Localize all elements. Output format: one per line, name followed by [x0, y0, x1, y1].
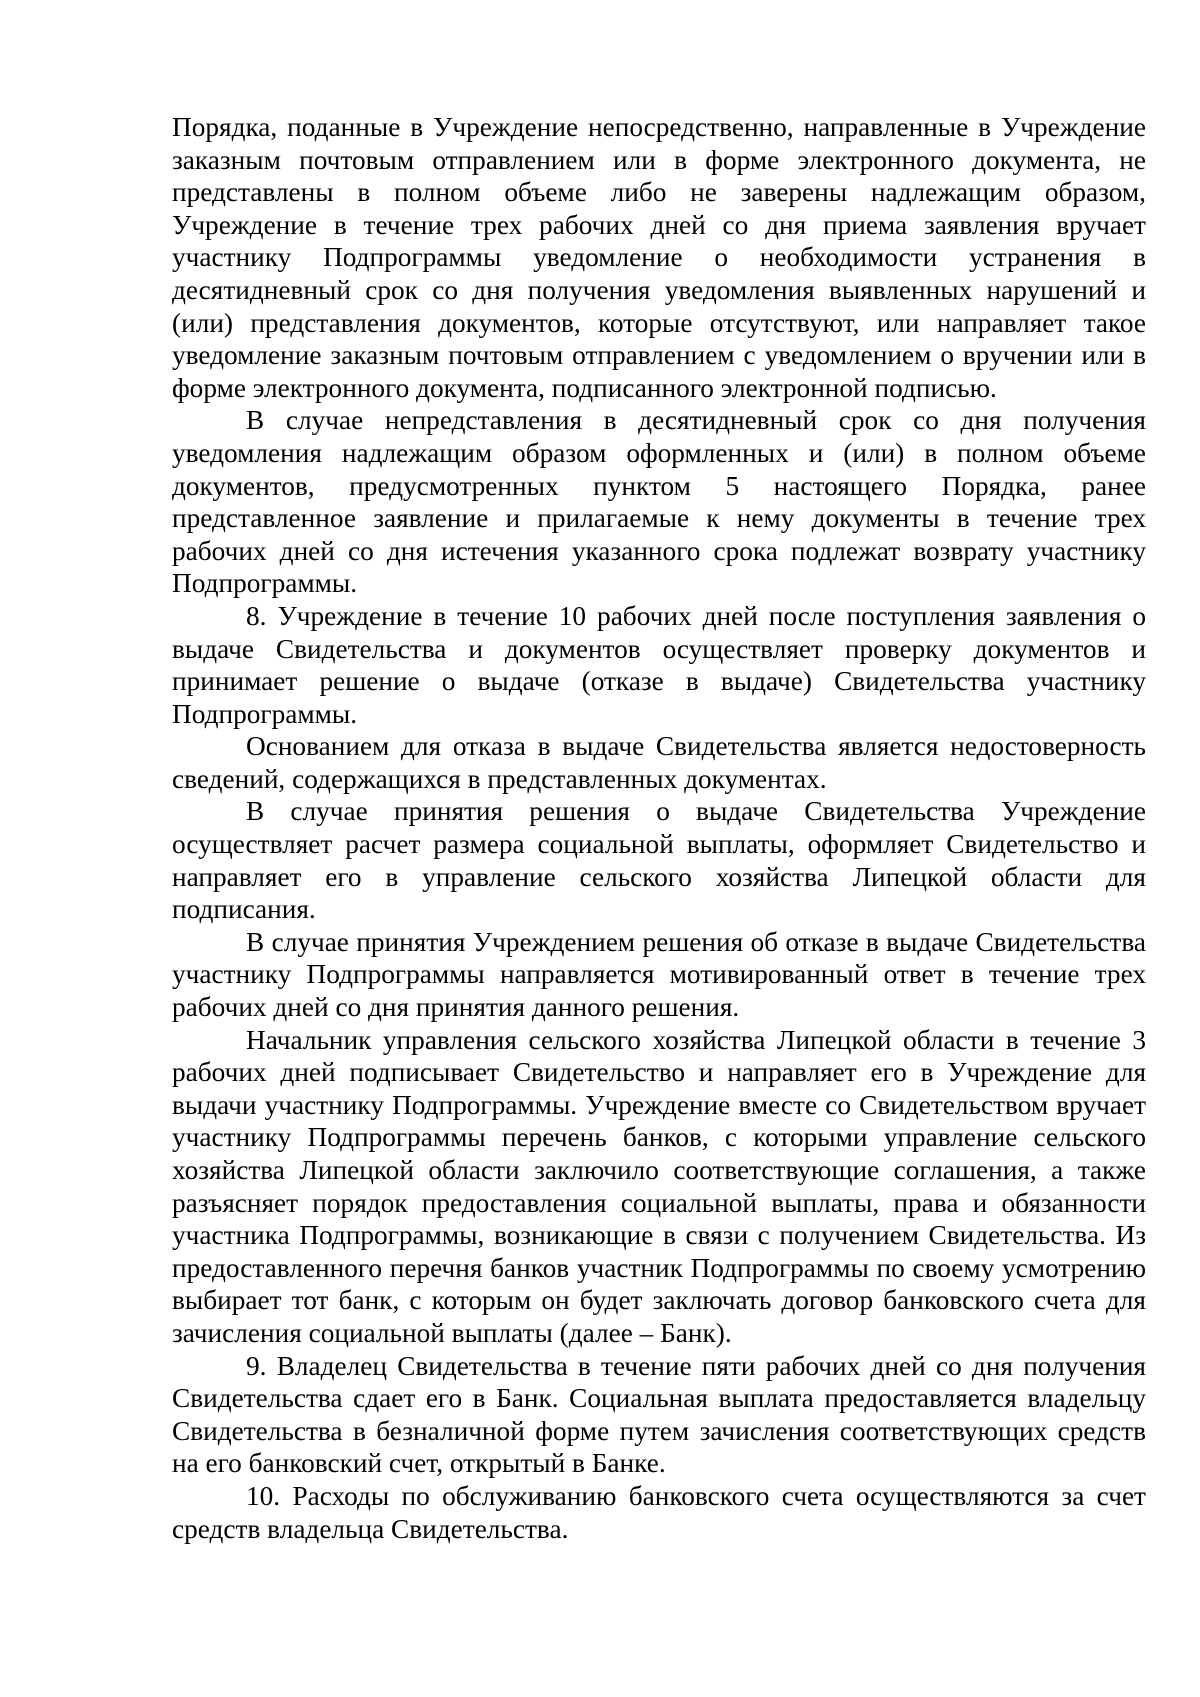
paragraph-clause-9: 9. Владелец Свидетельства в течение пяти рабочих дней со дня получения Свидетельства сдает его в Банк. Социальная выплата предоставляется владельцу Свидетельства в безналичной форме путем зачисления соответствующих средств на его банковский счет, открытый в Банке. — [172, 1350, 1146, 1479]
paragraph-continuation: Порядка, поданные в Учреждение непосредственно, направленные в Учреждение заказным почтовым отправлением или в форме электронного документа, не представлены в полном объеме либо не заверены надлежащим образом, Учреждение в течение трех рабочих дней со дня приема заявления вручает участнику Подпрограммы уведомление о необходимости устранения в десятидневный срок со дня получения уведомления выявленных нарушений и (или) представления документов, которые отсутствуют, или направляет такое уведомление заказным почтовым отправлением с уведомлением о вручении или в форме электронного документа, подписанного электронной подписью. — [172, 112, 1146, 403]
paragraph-clause-10: 10. Расходы по обслуживанию банковского счета осуществляются за счет средств владельца Свидетельства. — [172, 1480, 1146, 1544]
document-body — [172, 111, 1146, 1545]
paragraph-issuance-decision: В случае принятия решения о выдаче Свидетельства Учреждение осуществляет расчет размера социальной выплаты, оформляет Свидетельство и направляет его в управление сельского хозяйства Липецкой области для подписания. — [172, 796, 1146, 925]
paragraph-clause-8: 8. Учреждение в течение 10 рабочих дней после поступления заявления о выдаче Свидетельства и документов осуществляет проверку документов и принимает решение о выдаче (отказе в выдаче) Свидетельства участнику Подпрограммы. — [172, 600, 1146, 729]
paragraph-non-submission: В случае непредставления в десятидневный срок со дня получения уведомления надлежащим образом оформленных и (или) в полном объеме документов, предусмотренных пунктом 5 настоящего Порядка, ранее представленное заявление и прилагаемые к нему документы в течение трех рабочих дней со дня истечения указанного срока подлежат возврату участнику Подпрограммы. — [172, 405, 1146, 599]
paragraph-head-signature: Начальник управления сельского хозяйства Липецкой области в течение 3 рабочих дней подписывает Свидетельство и направляет его в Учреждение для выдачи участнику Подпрограммы. Учреждение вместе со Свидетельством вручает участнику Подпрограммы перечень банков, с которыми управление сельского хозяйства Липецкой области заключило соответствующие соглашения, а также разъясняет порядок предоставления социальной выплаты, права и обязанности участника Подпрограммы, возникающие в связи с получением Свидетельства. Из предоставленного перечня банков участник Подпрограммы по своему усмотрению выбирает тот банк, с которым он будет заключать договор банковского счета для зачисления социальной выплаты (далее – Банк). — [172, 1024, 1146, 1348]
paragraph-refusal-grounds: Основанием для отказа в выдаче Свидетельства является недостоверность сведений, содержащихся в представленных документах. — [172, 731, 1146, 794]
paragraph-refusal-decision: В случае принятия Учреждением решения об отказе в выдаче Свидетельства участнику Подпрограммы направляется мотивированный ответ в течение трех рабочих дней со дня принятия данного решения. — [172, 926, 1146, 1023]
